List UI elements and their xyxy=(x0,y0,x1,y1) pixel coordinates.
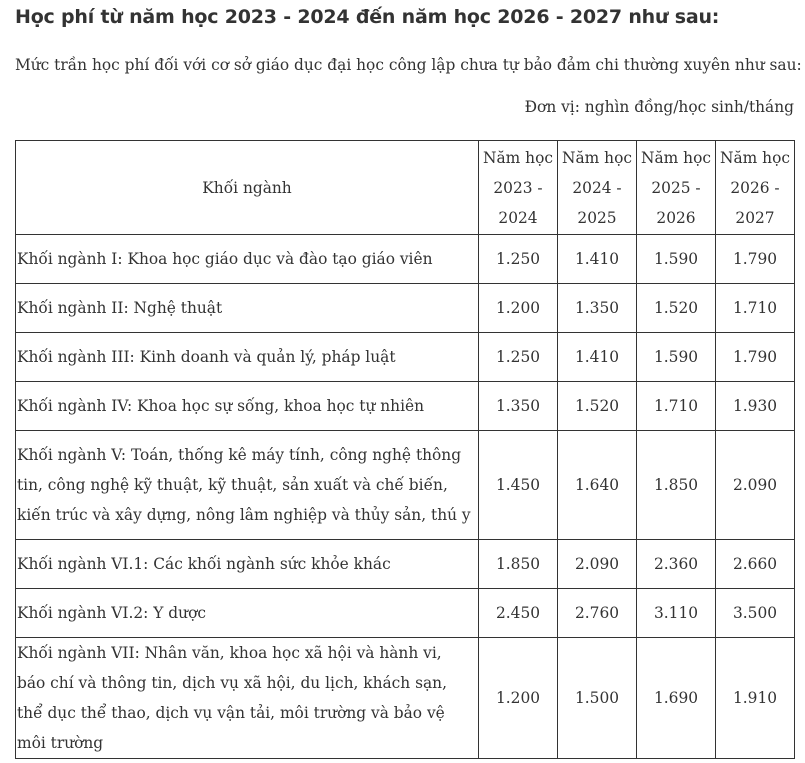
fee-cell: 1.590 xyxy=(637,235,716,284)
year-line: 2026 - xyxy=(730,178,780,197)
table-row xyxy=(16,235,795,284)
fee-cell: 2.450 xyxy=(479,589,558,638)
table-row xyxy=(16,638,795,759)
table-row xyxy=(16,540,795,589)
table-row xyxy=(16,589,795,638)
fee-cell: 2.090 xyxy=(558,540,637,589)
fee-cell: 1.350 xyxy=(479,382,558,431)
fee-cell: 1.520 xyxy=(637,284,716,333)
column-header-field: Khối ngành xyxy=(16,141,479,235)
table-row xyxy=(16,431,795,540)
fee-cell: 1.410 xyxy=(558,333,637,382)
fee-cell: 1.410 xyxy=(558,235,637,284)
tuition-table xyxy=(15,140,795,759)
fee-cell: 1.350 xyxy=(558,284,637,333)
fee-cell: 1.520 xyxy=(558,382,637,431)
year-line: Năm học xyxy=(641,148,711,167)
fee-cell: 1.690 xyxy=(637,638,716,759)
page-heading: Học phí từ năm học 2023 - 2024 đến năm học 2026 - 2027 như sau: xyxy=(15,6,720,28)
fee-cell: 1.450 xyxy=(479,431,558,540)
fee-cell: 1.930 xyxy=(716,382,795,431)
fee-cell: 1.910 xyxy=(716,638,795,759)
unit-note: Đơn vị: nghìn đồng/học sinh/tháng xyxy=(524,98,794,116)
fee-cell: 1.790 xyxy=(716,235,795,284)
fee-cell: 2.090 xyxy=(716,431,795,540)
fee-cell: 3.500 xyxy=(716,589,795,638)
year-line: Năm học xyxy=(720,148,790,167)
fee-cell: 2.660 xyxy=(716,540,795,589)
column-header-year xyxy=(479,141,558,235)
table-row xyxy=(16,284,795,333)
fee-cell: 1.250 xyxy=(479,333,558,382)
fee-cell: 1.200 xyxy=(479,638,558,759)
column-header-year xyxy=(637,141,716,235)
year-line: 2025 xyxy=(577,208,617,227)
fee-cell: 1.640 xyxy=(558,431,637,540)
fee-cell: 1.590 xyxy=(637,333,716,382)
table-header-row xyxy=(16,141,795,235)
fee-cell: 2.760 xyxy=(558,589,637,638)
field-name-cell: Khối ngành II: Nghệ thuật xyxy=(16,284,479,333)
field-name-cell: Khối ngành I: Khoa học giáo dục và đào tạo giáo viên xyxy=(16,235,479,284)
year-line: 2026 xyxy=(656,208,696,227)
fee-cell: 1.790 xyxy=(716,333,795,382)
column-header-year xyxy=(558,141,637,235)
column-header-year xyxy=(716,141,795,235)
fee-cell: 1.710 xyxy=(637,382,716,431)
field-name-cell: Khối ngành VI.2: Y dược xyxy=(16,589,479,638)
fee-cell: 1.500 xyxy=(558,638,637,759)
fee-cell: 3.110 xyxy=(637,589,716,638)
year-line: 2024 xyxy=(498,208,538,227)
year-line: 2024 - xyxy=(572,178,622,197)
fee-cell: 1.710 xyxy=(716,284,795,333)
year-line: 2025 - xyxy=(651,178,701,197)
year-line: 2023 - xyxy=(493,178,543,197)
fee-cell: 1.850 xyxy=(479,540,558,589)
table-row xyxy=(16,333,795,382)
field-name-cell: Khối ngành VI.1: Các khối ngành sức khỏe khác xyxy=(16,540,479,589)
fee-cell: 2.360 xyxy=(637,540,716,589)
intro-paragraph: Mức trần học phí đối với cơ sở giáo dục đại học công lập chưa tự bảo đảm chi thường xuyên như sau: xyxy=(15,56,802,74)
year-line: Năm học xyxy=(562,148,632,167)
field-name-cell: Khối ngành VII: Nhân văn, khoa học xã hội và hành vi, báo chí và thông tin, dịch vụ xã hội, du lịch, khách sạn, thể dục thể thao, dịch vụ vận tải, môi trường và bảo vệ môi trường xyxy=(16,638,479,759)
fee-cell: 1.850 xyxy=(637,431,716,540)
fee-cell: 1.200 xyxy=(479,284,558,333)
year-line: 2027 xyxy=(735,208,775,227)
field-name-cell: Khối ngành III: Kinh doanh và quản lý, pháp luật xyxy=(16,333,479,382)
field-name-cell: Khối ngành IV: Khoa học sự sống, khoa học tự nhiên xyxy=(16,382,479,431)
year-line: Năm học xyxy=(483,148,553,167)
table-row xyxy=(16,382,795,431)
field-name-cell: Khối ngành V: Toán, thống kê máy tính, công nghệ thông tin, công nghệ kỹ thuật, kỹ thuật, sản xuất và chế biến, kiến trúc và xây dựng, nông lâm nghiệp và thủy sản, thú y xyxy=(16,431,479,540)
fee-cell: 1.250 xyxy=(479,235,558,284)
